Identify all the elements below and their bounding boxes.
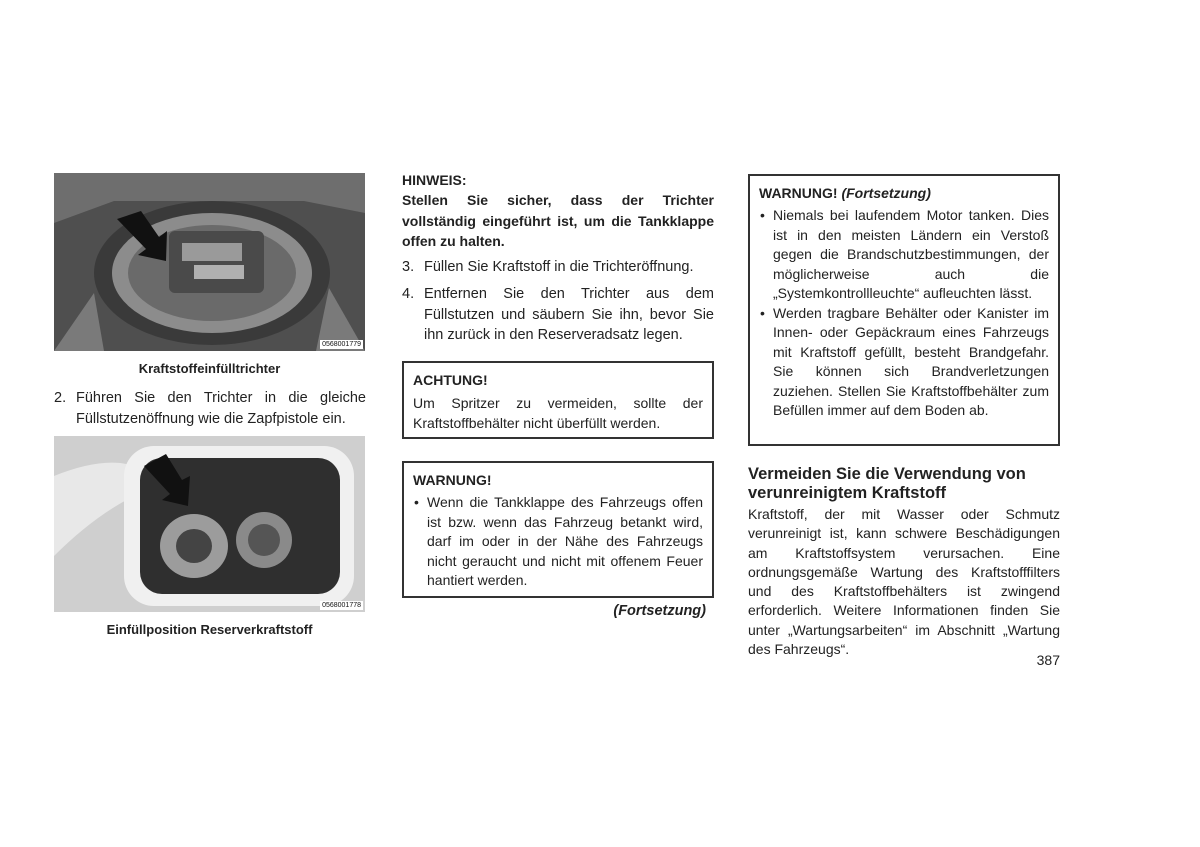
bullet-text: Niemals bei laufendem Motor tanken. Dies ist in den meisten Ländern ein Verstoß gegen die Brandschutzbestimmungen, der möglicherweise auch die „Systemkontrollleuchte“ aufleuchten lässt. (773, 207, 1049, 301)
section-heading-line: Vermeiden Sie die Verwendung von (748, 465, 1026, 483)
figure-filler-photo (54, 436, 365, 612)
page-number: 387 (1036, 652, 1060, 668)
caution-text: Um Spritzer zu vermeiden, sollte der Kraftstoffbehälter nicht überfüllt werden. (413, 395, 703, 431)
warning-title: WARNUNG! (759, 185, 838, 201)
figure-code: 0568001779 (322, 341, 361, 348)
warning-continued-box (748, 174, 1060, 446)
section-heading (748, 465, 1060, 503)
bullet-dot: • (760, 304, 765, 321)
warning-title: WARNUNG! (413, 472, 492, 488)
bullet-dot: • (414, 494, 419, 510)
bullet-text: Werden tragbare Behälter oder Kanister im Innen- oder Gepäckraum eines Fahrzeugs mit Kraftstoff gefüllt, besteht Brandgefahr. Sie können sich Brandverletzungen zuziehen. Stellen Sie Kraftstoffbehälter zum Befüllen immer auf dem Boden ab. (773, 304, 1049, 418)
continued-label: (Fortsetzung) (613, 603, 706, 619)
caution-box (402, 361, 714, 439)
step-text: Führen Sie den Trichter in die gleiche Füllstutzenöffnung wie die Zapfpistole ein. (76, 390, 366, 427)
caution-title: ACHTUNG! (413, 372, 488, 388)
warning-bullet (759, 206, 1049, 304)
step-number: 2. (54, 390, 67, 406)
warning-box (402, 461, 714, 598)
note-title: HINWEIS: (402, 172, 467, 188)
bullet-text: Wenn die Tankklappe des Fahrzeugs offen ist bzw. wenn das Fahrzeug betankt wird, darf im oder in der Nähe des Fahrzeugs nicht geraucht und nicht mit offenem Feuer hantiert werden. (427, 494, 703, 588)
warning-bullet (413, 493, 703, 591)
step-text: Entfernen Sie den Trichter aus dem Füllstutzen und säubern Sie ihn, bevor Sie ihn zurück in den Reserveradsatz legen. (424, 286, 714, 343)
figure-code: 0568001778 (322, 602, 361, 609)
step-3 (402, 257, 714, 278)
warning-title-suffix: (Fortsetzung) (841, 185, 931, 201)
step-4 (402, 284, 714, 346)
section-heading-line: verunreinigtem Kraftstoff (748, 484, 947, 502)
funnel-photo-illustration (54, 173, 365, 351)
note-block (402, 170, 714, 252)
filler-photo-illustration (54, 436, 365, 612)
figure-caption: Kraftstoffeinfülltrichter (138, 361, 281, 376)
warning-continued-title (759, 184, 1049, 202)
bullet-dot: • (760, 207, 765, 223)
figure-funnel-photo (54, 173, 365, 351)
step-text: Füllen Sie Kraftstoff in die Trichteröffnung. (424, 259, 694, 275)
warning-bullet (759, 304, 1049, 421)
figure-caption: Einfüllposition Reserverkraftstoff (106, 622, 313, 637)
step-2 (54, 388, 366, 429)
section-paragraph: Kraftstoff, der mit Wasser oder Schmutz verunreinigt ist, kann schwere Beschädigungen am Kraftstoffsystem verursachen. Eine ordnungsgemäße Wartung des Kraftstofffilters und des Kraftstoffbehälters ist zwingend erforderlich. Weitere Informationen finden Sie unter „Wartungsarbeiten“ im Abschnitt „Wartung des Fahrzeugs“. (748, 506, 1060, 658)
step-number: 4. (402, 286, 415, 302)
step-number: 3. (402, 259, 415, 275)
note-text: Stellen Sie sicher, dass der Trichter vollständig eingeführt ist, um die Tankklappe offen zu halten. (402, 192, 714, 249)
